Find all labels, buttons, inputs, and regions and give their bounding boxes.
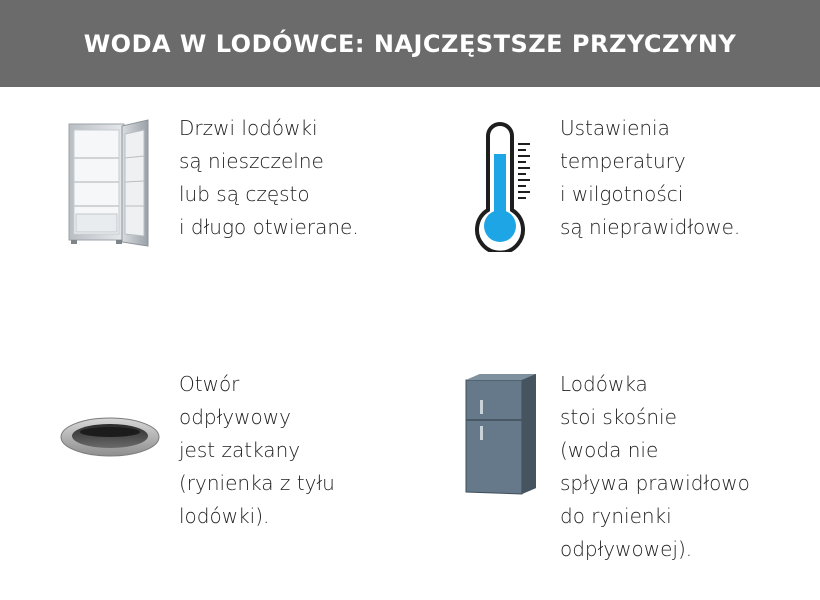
tilted-fridge-icon (458, 370, 540, 500)
open-fridge-icon (64, 118, 158, 252)
cause-temperature-text: Ustawienia temperatury i wilgotności są nieprawidłowe. (560, 116, 741, 239)
cause-drain-text: Otwór odpływowy jest zatkany (rynienka z tyłu lodówki). (179, 372, 335, 528)
page-title: WODA W LODÓWCE: NAJCZĘSTSZE PRZYCZYNY (83, 29, 737, 58)
cause-tilt-text: Lodówka stoi skośnie (woda nie spływa prawidłowo do rynienki odpływowej). (560, 372, 750, 561)
cause-door-text: Drzwi lodówki są nieszczelne lub są często i długo otwierane. (179, 116, 359, 239)
title-banner (0, 0, 820, 87)
drain-hole-icon (58, 414, 162, 460)
thermometer-icon (474, 118, 538, 252)
